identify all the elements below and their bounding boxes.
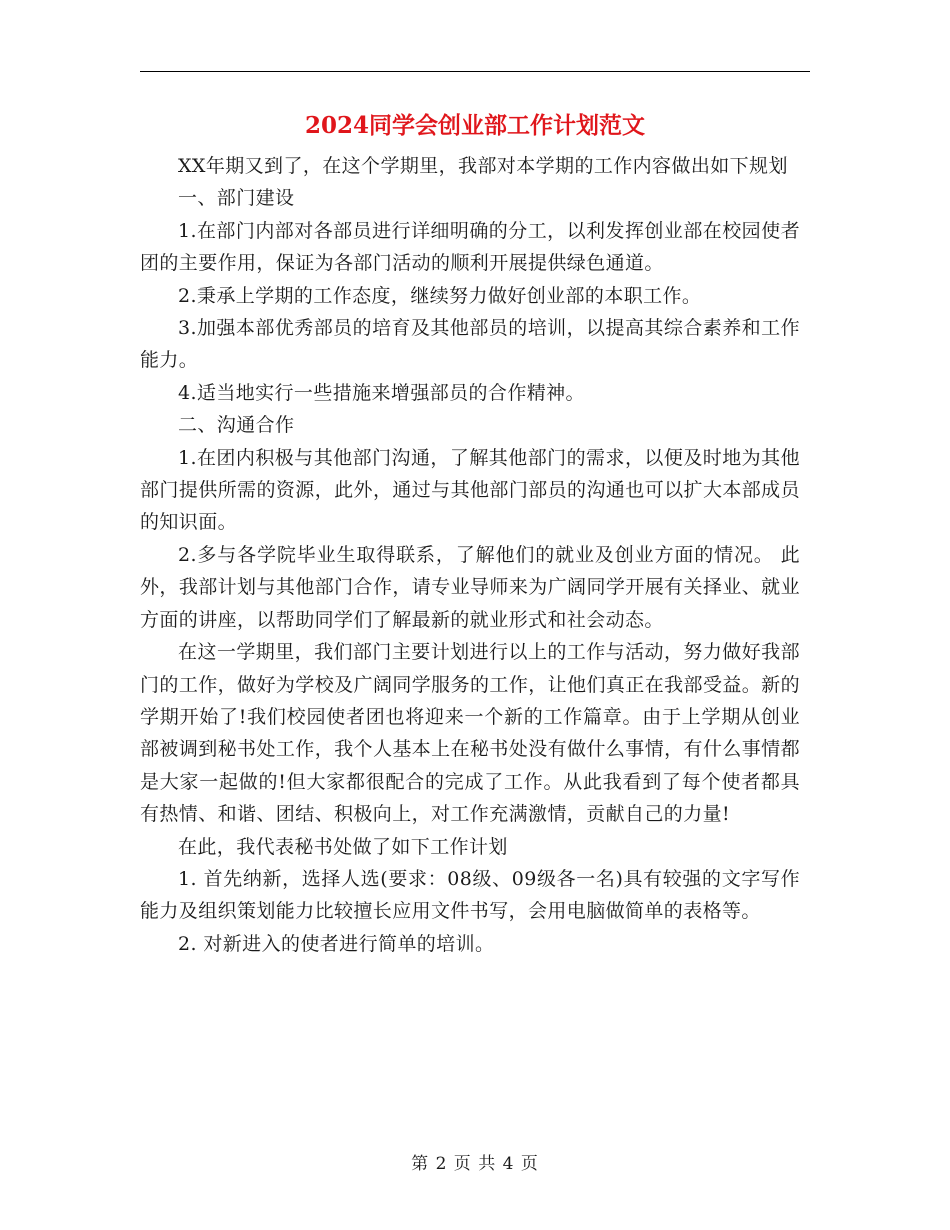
paragraph-intro: XX年期又到了，在这个学期里，我部对本学期的工作内容做出如下规划 <box>178 155 788 177</box>
paragraph-body: 在这一学期里，我们部门主要计划进行以上的工作与活动，努力做好我部门的工作，做好为学校及广阔同学服务的工作，让他们真正在我部受益。新的学期开始了!我们校园使者团也将迎来一个新的工作篇章。由于上学期从创业部被调到秘书处工作，我个人基本上在秘书处没有做什么事情，有什么事情都是大家一起做的!但大家都很配合的完成了工作。从此我看到了每个使者都具有热情、和谐、团结、积极向上，对工作充满激情，贡献自己的力量! <box>140 641 800 826</box>
paragraph-item: 2. 对新进入的使者进行简单的培训。 <box>178 932 495 955</box>
paragraph-item: 2.秉承上学期的工作态度，继续努力做好创业部的本职工作。 <box>178 284 702 307</box>
paragraph-item: 2.多与各学院毕业生取得联系，了解他们的就业及创业方面的情况。 此外，我部计划与其他部门合作，请专业导师来为广阔同学开展有关择业、就业方面的讲座，以帮助同学们了解最新的就业形式和社会动态。 <box>140 543 800 631</box>
paragraph-item: 3.加强本部优秀部员的培育及其他部员的培训，以提高其综合素养和工作能力。 <box>140 317 800 372</box>
footer-middle: 页 共 <box>453 1154 497 1174</box>
footer-suffix: 页 <box>520 1154 539 1174</box>
paragraph-item: 1.在团内积极与其他部门沟通，了解其他部门的需求，以便及时地为其他部门提供所需的资源，此外，通过与其他部门部员的沟通也可以扩大本部成员的知识面。 <box>140 446 800 534</box>
footer-total-pages: 4 <box>502 1154 515 1174</box>
document-body <box>140 150 800 960</box>
footer-page-number: 2 <box>435 1154 448 1174</box>
document-title: 2024同学会创业部工作计划范文 <box>304 112 645 139</box>
footer-prefix: 第 <box>411 1154 430 1174</box>
header-rule <box>140 71 810 72</box>
paragraph-body: 在此，我代表秘书处做了如下工作计划 <box>178 835 508 858</box>
paragraph-item: 4.适当地实行一些措施来增强部员的合作精神。 <box>178 381 585 404</box>
paragraph-item: 1. 首先纳新，选择人选(要求：08级、09级各一名)具有较强的文字写作能力及组织策划能力比较擅长应用文件书写，会用电脑做简单的表格等。 <box>140 867 800 923</box>
paragraph-item: 1.在部门内部对各部员进行详细明确的分工，以利发挥创业部在校园使者团的主要作用，保证为各部门活动的顺利开展提供绿色通道。 <box>140 219 800 275</box>
section-heading-cooperation: 二、沟通合作 <box>178 414 295 437</box>
section-heading-department: 一、部门建设 <box>178 187 295 210</box>
page-footer <box>0 1151 950 1177</box>
